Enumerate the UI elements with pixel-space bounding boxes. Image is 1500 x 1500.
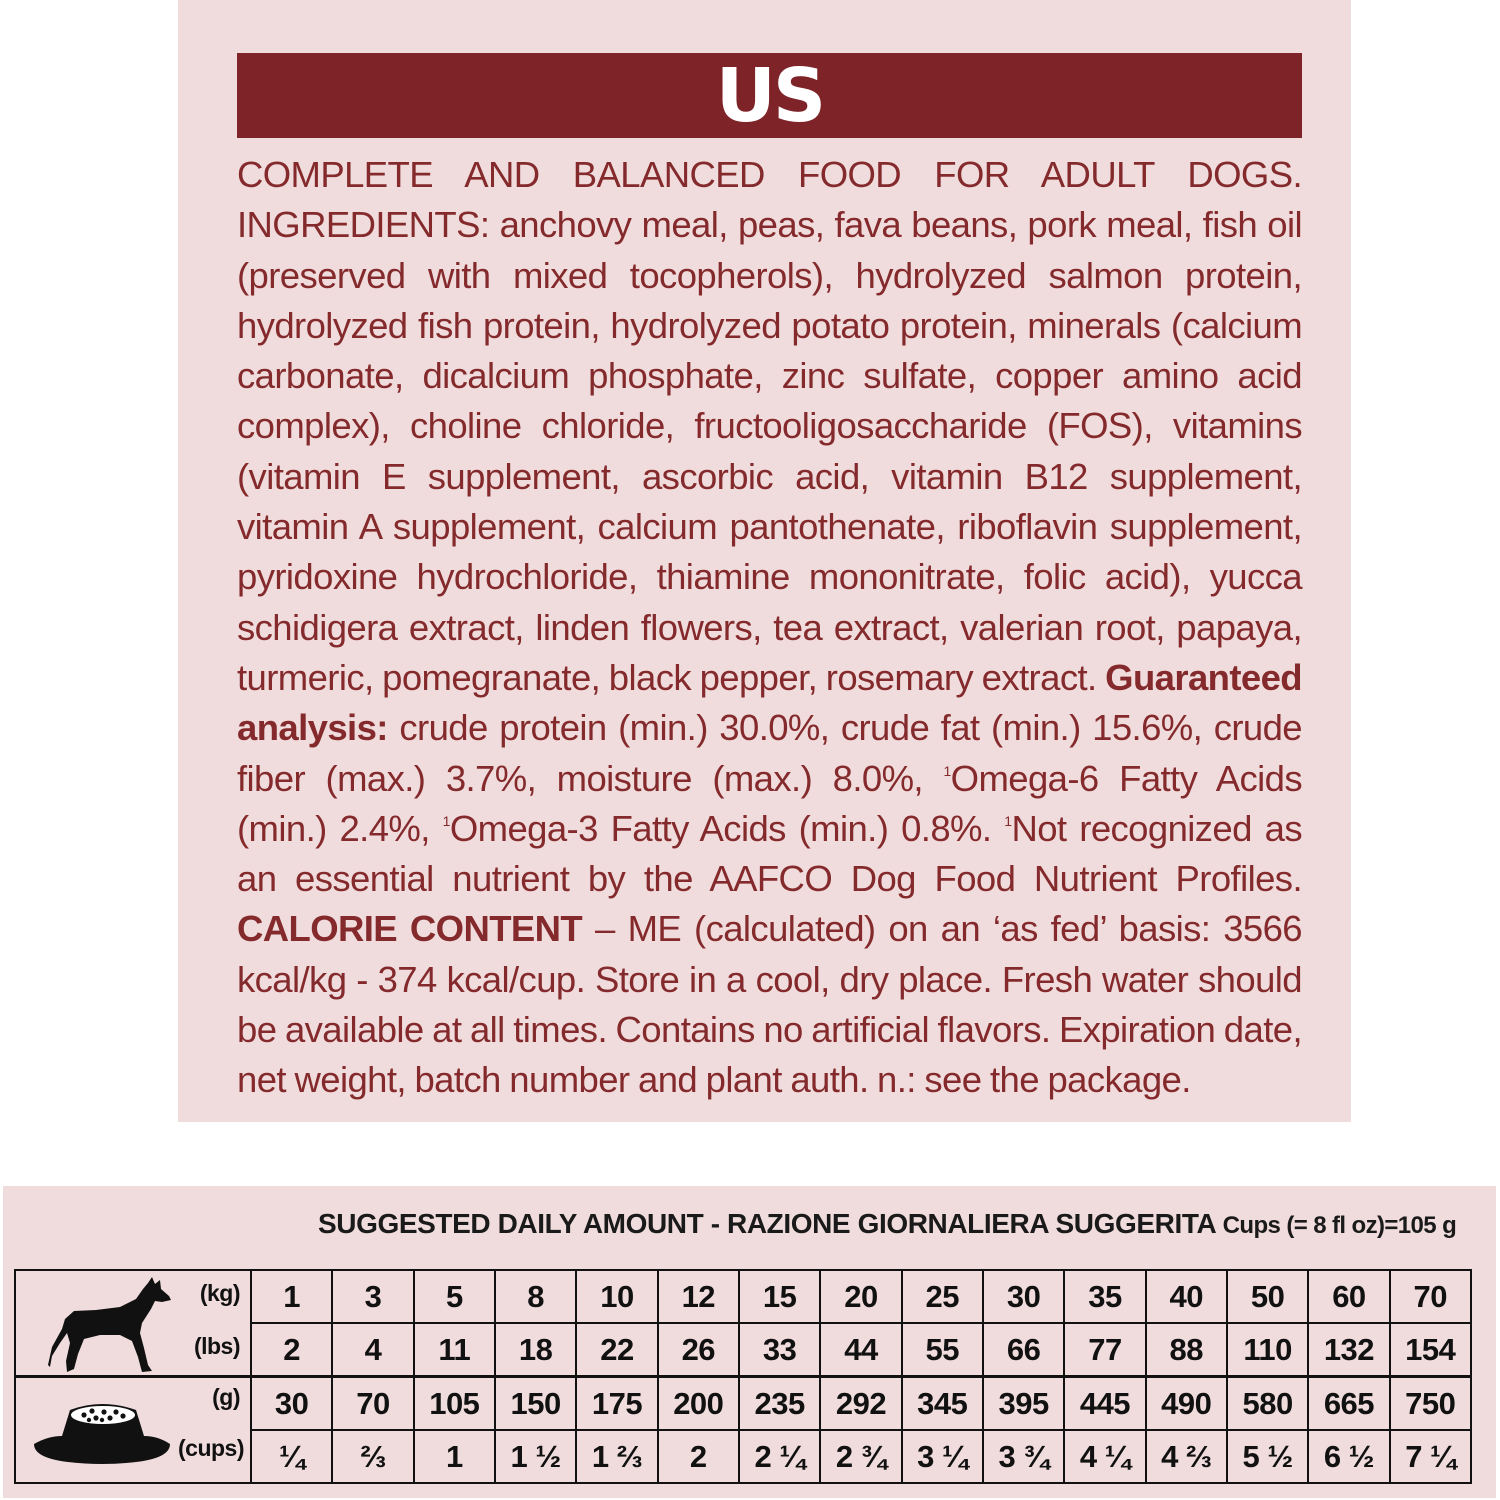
analysis-text: crude protein (min.) 30.0%, crude fat (min.) 15.6%, crude fiber (max.) 3.7%, moisture (max.) 8.0%, (237, 707, 1303, 799)
calorie-storage-text: – ME (calculated) on an ‘as fed’ basis: 3566 kcal/kg - 374 kcal/cup. Store in a cool, dry place. Fresh water should be available at all times. Contains no artificial flavors. Expiration date, net weight, batch number and plant auth. n.: see the package. (237, 908, 1303, 1101)
kg-cell: 30 (983, 1270, 1064, 1323)
kg-cell: 70 (1390, 1270, 1471, 1323)
kg-cell: 25 (902, 1270, 983, 1323)
cups-unit-label: (cups) (178, 1435, 244, 1461)
footnote-mark: 1 (943, 762, 951, 779)
kg-cell: 10 (576, 1270, 657, 1323)
g-cell: 580 (1227, 1377, 1308, 1431)
kg-cell: 40 (1146, 1270, 1227, 1323)
footnote-mark: 1 (442, 812, 450, 829)
feeding-table (14, 1269, 1472, 1484)
region-banner: US (237, 53, 1302, 138)
calorie-content-heading: CALORIE CONTENT (237, 908, 583, 950)
weight-kg-row (15, 1270, 1471, 1323)
kg-cell: 3 (332, 1270, 413, 1323)
ingredients-text (237, 150, 1302, 1106)
lbs-cell: 22 (576, 1323, 657, 1377)
cups-cell: 4 ⅔ (1146, 1430, 1227, 1483)
cups-cell: 2 ¼ (739, 1430, 820, 1483)
g-cell: 30 (251, 1377, 332, 1431)
lbs-cell: 110 (1227, 1323, 1308, 1377)
cup-measure-note: Cups (= 8 fl oz)=105 g (1222, 1212, 1457, 1239)
footnote-text: Not recognized as an essential nutrient by the AAFCO Dog Food Nutrient Profiles. (237, 807, 1303, 900)
cups-cell: 2 ¾ (820, 1430, 901, 1483)
lbs-cell: 77 (1064, 1323, 1145, 1377)
kg-cell: 12 (658, 1270, 739, 1323)
kg-cell: 15 (739, 1270, 820, 1323)
cups-cell: 6 ½ (1308, 1430, 1389, 1483)
g-cell: 490 (1146, 1377, 1227, 1431)
kg-cell: 1 (251, 1270, 332, 1323)
cups-cell: 7 ¼ (1390, 1430, 1471, 1483)
lbs-cell: 4 (332, 1323, 413, 1377)
cups-cell: 3 ¼ (902, 1430, 983, 1483)
g-cell: 292 (820, 1377, 901, 1431)
bowl-icon-cell (15, 1377, 251, 1484)
kg-cell: 35 (1064, 1270, 1145, 1323)
g-cell: 175 (576, 1377, 657, 1431)
lbs-cell: 26 (658, 1323, 739, 1377)
ingredients-intro: COMPLETE AND BALANCED FOOD FOR ADULT DOGS. INGREDIENTS: anchovy meal, peas, fava beans, pork meal, fish oil (preserved with mixed tocopherols), hydrolyzed salmon protein, hydrolyzed fish protein, hydrolyzed potato protein, minerals (calcium carbonate, dicalcium phosphate, zinc sulfate, copper amino acid complex), choline chloride, fructooligosaccharide (FOS), vitamins (vitamin E supplement, ascorbic acid, vitamin B12 supplement, vitamin A supplement, calcium pantothenate, riboflavin supplement, pyridoxine hydrochloride, thiamine mononitrate, folic acid), yucca schidigera extract, linden flowers, tea extract, valerian root, papaya, turmeric, pomegranate, black pepper, rosemary extract. (237, 154, 1302, 698)
lbs-cell: 88 (1146, 1323, 1227, 1377)
lbs-unit-label: (lbs) (193, 1333, 240, 1359)
dog-silhouette-icon (48, 1277, 173, 1375)
feeding-heading-title: SUGGESTED DAILY AMOUNT - RAZIONE GIORNALIERA SUGGERITA (318, 1208, 1216, 1239)
g-cell: 345 (902, 1377, 983, 1431)
amount-g-row (15, 1377, 1471, 1431)
g-cell: 395 (983, 1377, 1064, 1431)
lbs-cell: 132 (1308, 1323, 1389, 1377)
g-unit-label: (g) (212, 1384, 240, 1410)
g-cell: 445 (1064, 1377, 1145, 1431)
g-cell: 70 (332, 1377, 413, 1431)
g-cell: 235 (739, 1377, 820, 1431)
kg-cell: 50 (1227, 1270, 1308, 1323)
cups-cell: 4 ¼ (1064, 1430, 1145, 1483)
footnote-mark: 1 (1004, 812, 1012, 829)
kg-unit-label: (kg) (199, 1280, 240, 1306)
lbs-cell: 44 (820, 1323, 901, 1377)
kg-cell: 8 (495, 1270, 576, 1323)
cups-cell: 1 (414, 1430, 495, 1483)
kg-cell: 5 (414, 1270, 495, 1323)
lbs-cell: 18 (495, 1323, 576, 1377)
cups-cell: 3 ¾ (983, 1430, 1064, 1483)
cups-cell: ¼ (251, 1430, 332, 1483)
omega-3-text: Omega-3 Fatty Acids (min.) 0.8%. (449, 807, 992, 849)
kg-cell: 20 (820, 1270, 901, 1323)
g-cell: 200 (658, 1377, 739, 1431)
cups-cell: 1 ½ (495, 1430, 576, 1483)
lbs-cell: 2 (251, 1323, 332, 1377)
g-cell: 665 (1308, 1377, 1389, 1431)
guaranteed-analysis-heading: Guaranteed analysis: (237, 656, 1303, 749)
g-cell: 105 (414, 1377, 495, 1431)
lbs-cell: 33 (739, 1323, 820, 1377)
cups-cell: 5 ½ (1227, 1430, 1308, 1483)
g-cell: 750 (1390, 1377, 1471, 1431)
food-bowl-icon (32, 1400, 172, 1466)
feeding-heading (318, 1208, 1468, 1240)
lbs-cell: 66 (983, 1323, 1064, 1377)
omega-6-text: Omega-6 Fatty Acids (min.) 2.4%, (237, 757, 1302, 849)
cups-cell: 2 (658, 1430, 739, 1483)
dog-icon-cell (15, 1270, 251, 1377)
cups-cell: 1 ⅔ (576, 1430, 657, 1483)
lbs-cell: 11 (414, 1323, 495, 1377)
lbs-cell: 55 (902, 1323, 983, 1377)
lbs-cell: 154 (1390, 1323, 1471, 1377)
kg-cell: 60 (1308, 1270, 1389, 1323)
g-cell: 150 (495, 1377, 576, 1431)
cups-cell: ⅔ (332, 1430, 413, 1483)
